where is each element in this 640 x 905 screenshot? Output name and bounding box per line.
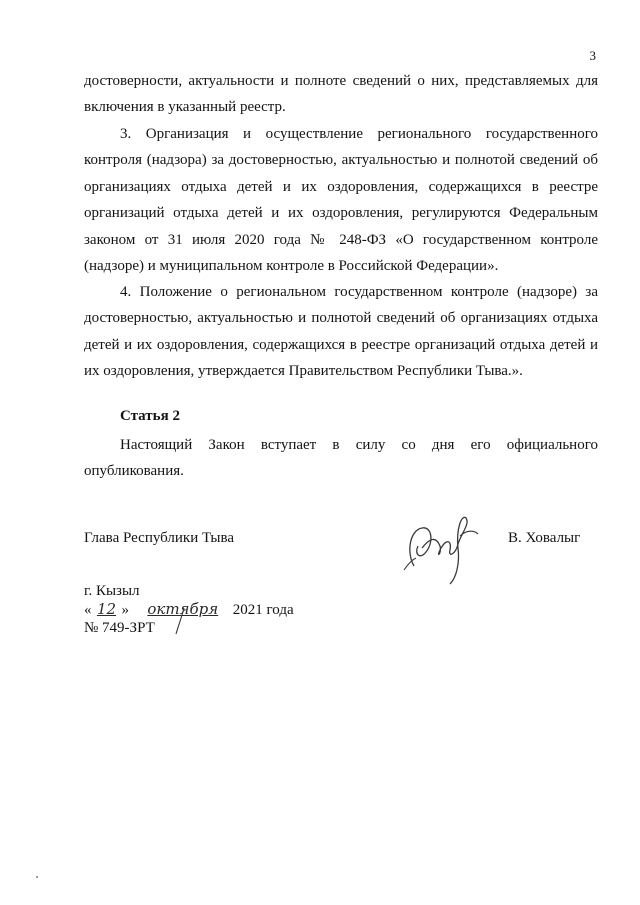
- handwritten-month: октября: [147, 600, 219, 618]
- scan-artifact: [36, 876, 38, 878]
- paragraph-text: достоверности, актуальности и полноте сведений о них, представляемых для включения в указанный реестр.: [84, 73, 598, 116]
- paragraph-item-4: [84, 279, 598, 385]
- paragraph-article-2: [84, 432, 598, 485]
- paragraph-text: 4. Положение о региональном государственном контроле (надзоре) за достоверностью, актуальностью и полнотой сведений об организациях отдыха детей и их оздоровления, содержащихся в реестре организаций отдыха детей и их оздоровления, утверждается Правительством Республики Тыва.».: [84, 284, 598, 380]
- signer-name: В. Ховалыг: [508, 530, 581, 546]
- paragraph-item-3: [84, 121, 598, 279]
- signer-position: Глава Республики Тыва: [84, 530, 235, 546]
- year-text: 2021 года: [232, 602, 294, 618]
- page-number: 3: [589, 48, 596, 63]
- paragraph-text: 3. Организация и осуществление регионального государственного контроля (надзора) за достоверностью, актуальностью и полнотой сведений об организациях отдыха детей и их оздоровления, содержащихся в реестре организаций отдыха детей и их оздоровления, регулируются Федеральным законом от 31 июля 2020 года № 248-ФЗ «О государственном контроле (надзоре) и муниципальном контроле в Российской Федерации».: [84, 126, 598, 275]
- article-2-heading: Статья 2: [120, 408, 180, 424]
- paragraph-continuation: [84, 68, 598, 121]
- paragraph-text: Настоящий Закон вступает в силу со дня его официального опубликования.: [84, 437, 598, 480]
- handwritten-stroke: [170, 606, 190, 636]
- handwritten-signature: [400, 508, 490, 586]
- handwritten-day: 12: [96, 600, 117, 618]
- city-line: г. Кызыл: [84, 583, 140, 599]
- law-number: № 749-ЗРТ: [84, 620, 155, 636]
- quote-close: »: [121, 602, 129, 618]
- quote-open: «: [84, 602, 92, 618]
